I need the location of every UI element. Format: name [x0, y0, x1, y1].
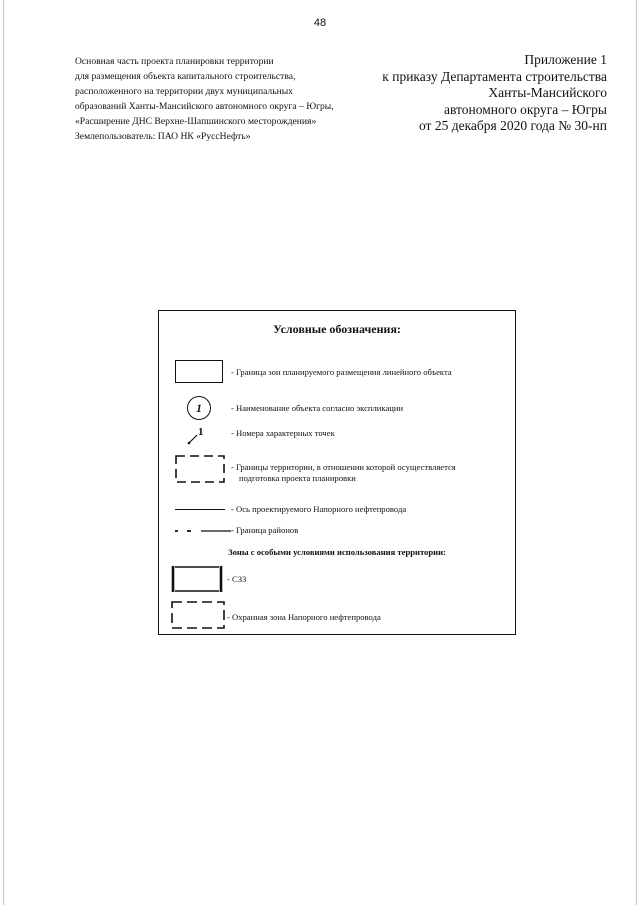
solid-rectangle-symbol [175, 360, 223, 383]
point-number: 1 [198, 426, 204, 438]
document-description [75, 54, 385, 144]
description-line: расположенного на территории двух муниципальных [75, 86, 293, 97]
point-marker-symbol [187, 426, 211, 444]
solid-line-symbol [175, 509, 225, 510]
appendix-header [382, 52, 607, 135]
legend-item-label: - Наименование объекта согласно экспликации [231, 403, 404, 413]
legend-box [158, 310, 516, 635]
zone-label: - Охранная зона Напорного нефтепровода [227, 612, 381, 622]
page-edge-right [636, 0, 637, 905]
legend-item-label: - Границы территории, в отношении которой осуществляется [231, 462, 456, 472]
legend-item-label: - Номера характерных точек [231, 428, 335, 438]
sanitary-zone-symbol [171, 565, 223, 593]
appendix-date-line: от 25 декабря 2020 года № 30-нп [418, 118, 607, 133]
legend-title: Условные обозначения: [273, 322, 401, 336]
appendix-line: автономного округа – Югры [444, 101, 607, 117]
legend-item-label-cont: подготовка проекта планировки [239, 473, 356, 483]
zone-label: - СЗЗ [227, 574, 247, 584]
description-line: для размещения объекта капитального строительства, [75, 71, 296, 82]
description-line: «Расширение ДНС Верхне-Шапшинского месторождения» [75, 116, 317, 127]
pipeline-protection-zone-symbol [171, 601, 225, 629]
dashed-rectangle-symbol [175, 455, 225, 483]
appendix-line: Ханты-Мансийского [488, 85, 607, 100]
zones-heading: Зоны с особыми условиями использования территории: [228, 547, 446, 557]
land-user-line: Землепользователь: ПАО НК «РуссНефть» [75, 131, 251, 142]
legend-item-label: - Ось проектируемого Напорного нефтепровода [231, 504, 407, 514]
page-edge-left [3, 0, 4, 905]
page-number: 48 [313, 17, 327, 29]
dash-dot-line-symbol [175, 529, 231, 533]
appendix-line: к приказу Департамента строительства [382, 68, 607, 84]
legend-item-label: - Граница районов [231, 525, 299, 535]
appendix-title: Приложение 1 [524, 52, 607, 67]
numbered-circle-symbol: 1 [187, 396, 211, 420]
description-line: Основная часть проекта планировки территории [75, 56, 274, 67]
legend-item-label: - Граница зон планируемого размещения линейного объекта [231, 367, 452, 377]
description-line: образований Ханты-Мансийского автономного округа – Югры, [75, 101, 334, 112]
